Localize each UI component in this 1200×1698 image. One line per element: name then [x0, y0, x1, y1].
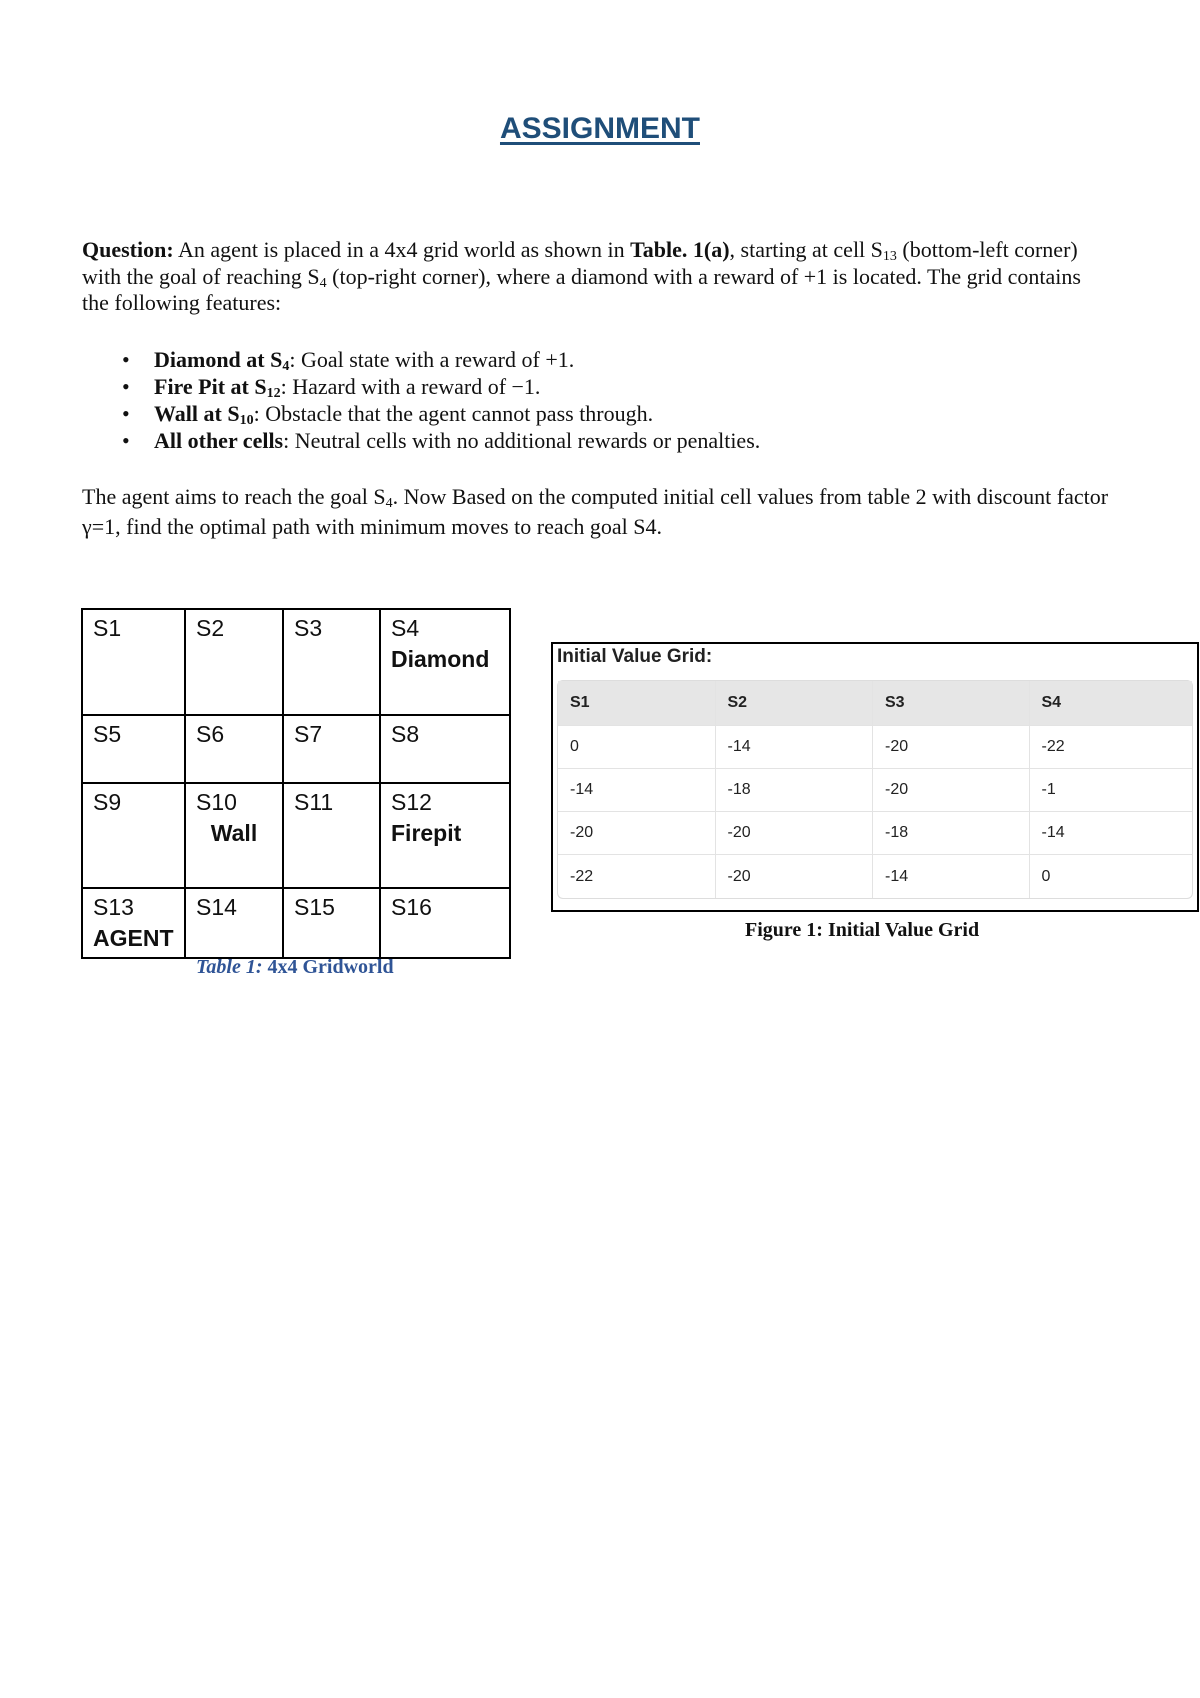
value-table — [557, 680, 1193, 899]
column-header: S4 — [1030, 681, 1193, 726]
cell-id: S10 — [196, 789, 237, 815]
value-cell: 0 — [1041, 867, 1051, 885]
value-cell: -22 — [558, 855, 716, 898]
feature-item — [82, 373, 1112, 400]
cell-id: S4 — [391, 615, 420, 641]
question-paragraph — [82, 237, 1112, 317]
cell-id: S6 — [196, 721, 225, 747]
grid-cell-s4 — [380, 609, 510, 715]
value-cell: -18 — [873, 812, 1030, 855]
grid-cell-s11 — [283, 783, 380, 888]
table-row — [558, 855, 1192, 898]
value-cell: -18 — [716, 769, 874, 812]
title-text: ASSIGNMENT — [499, 112, 700, 145]
figure-title: Initial Value Grid: — [557, 646, 713, 667]
feature-desc: : Obstacle that the agent cannot pass through. — [253, 401, 654, 426]
cell-id: S3 — [294, 615, 323, 641]
gridworld-table — [81, 608, 511, 959]
question-text-4: (top-right corner), where a diamond with a reward of +1 is located. The grid contains the following features: — [82, 263, 1081, 315]
aim-text-2: . Now Based on the computed initial cell values from table 2 with discount factor γ=1, find the optimal path with minimum moves to reach goal S4. — [82, 484, 1109, 539]
feature-desc: : Goal state with a reward of +1. — [289, 347, 575, 372]
table-caption-text: 4x4 Gridworld — [267, 956, 394, 978]
question-text-3: (bottom-left corner) with the goal of reaching S — [82, 237, 1078, 289]
grid-cell-s1 — [82, 609, 185, 715]
value-cell: -20 — [716, 812, 874, 855]
grid-cell-s2 — [185, 609, 283, 715]
question-label: Question: — [82, 237, 174, 262]
value-cell: -14 — [873, 855, 1030, 898]
table-row — [558, 812, 1192, 855]
question-text-2: , starting at cell S — [729, 237, 883, 262]
value-cell: -14 — [716, 726, 874, 769]
grid-cell-s15 — [283, 888, 380, 958]
cell-id: S13 — [93, 894, 134, 920]
diamond-label: Diamond — [391, 646, 490, 672]
cell-id: S15 — [294, 894, 335, 920]
agent-label: AGENT — [93, 925, 174, 951]
cell-id: S2 — [196, 615, 225, 641]
feature-name: Wall at S — [154, 401, 240, 426]
value-table-header — [558, 681, 1192, 726]
value-cell: -1 — [1030, 769, 1193, 812]
value-cell: -20 — [873, 769, 1030, 812]
feature-subscript: 12 — [266, 386, 281, 401]
grid-cell-s6 — [185, 715, 283, 783]
table-row — [558, 726, 1192, 769]
feature-name: Fire Pit at S — [154, 374, 267, 399]
feature-item — [82, 400, 1112, 427]
feature-desc: : Hazard with a reward of −1. — [280, 374, 541, 399]
value-cell: -14 — [1030, 812, 1193, 855]
grid-cell-s5 — [82, 715, 185, 783]
feature-name: All other cells — [154, 428, 284, 453]
question-text-1: An agent is placed in a 4x4 grid world as shown in — [177, 237, 625, 262]
cell-id: S11 — [294, 789, 334, 815]
feature-subscript: 10 — [239, 413, 254, 428]
feature-name: Diamond at S — [154, 347, 283, 372]
grid-cell-s14 — [185, 888, 283, 958]
firepit-label: Firepit — [391, 820, 462, 846]
value-cell: -20 — [558, 812, 716, 855]
cell-id: S14 — [196, 894, 237, 920]
wall-label: Wall — [210, 820, 258, 846]
table-caption — [196, 956, 394, 979]
column-header: S1 — [558, 681, 716, 726]
aim-text-1: The agent aims to reach the goal S — [82, 484, 386, 509]
cell-id: S1 — [93, 615, 122, 641]
feature-list — [82, 346, 1112, 454]
grid-cell-s3 — [283, 609, 380, 715]
aim-paragraph — [82, 482, 1112, 542]
feature-subscript: 4 — [282, 359, 290, 374]
cell-id: S12 — [391, 789, 432, 815]
feature-desc: : Neutral cells with no additional rewards or penalties. — [283, 428, 761, 453]
column-header: S3 — [873, 681, 1030, 726]
cell-id: S16 — [391, 894, 432, 920]
grid-cell-s16 — [380, 888, 510, 958]
value-cell: -20 — [716, 855, 874, 898]
value-cell: 0 — [558, 726, 716, 769]
goal-cell-subscript: 4 — [319, 275, 327, 291]
cell-id: S9 — [93, 789, 122, 815]
table-reference: Table. 1(a) — [630, 237, 730, 262]
grid-cell-s9 — [82, 783, 185, 888]
start-cell-subscript: 13 — [882, 249, 897, 264]
feature-item — [82, 427, 1112, 454]
grid-cell-s10 — [185, 783, 283, 888]
aim-subscript: 4 — [385, 496, 393, 511]
table-caption-prefix: Table 1: — [196, 956, 263, 978]
page-title — [0, 112, 1200, 146]
feature-item — [82, 346, 1112, 373]
column-header: S2 — [716, 681, 874, 726]
value-cell: -20 — [873, 726, 1030, 769]
figure-caption: Figure 1: Initial Value Grid — [745, 919, 980, 941]
value-cell: -22 — [1030, 726, 1193, 769]
initial-value-grid-figure — [551, 642, 1199, 912]
grid-cell-s8 — [380, 715, 510, 783]
cell-id: S5 — [93, 721, 122, 747]
grid-cell-s12 — [380, 783, 510, 888]
table-row — [558, 769, 1192, 812]
grid-cell-s7 — [283, 715, 380, 783]
grid-cell-s13 — [82, 888, 185, 958]
cell-id: S7 — [294, 721, 323, 747]
cell-id: S8 — [391, 721, 420, 747]
value-cell: -14 — [558, 769, 716, 812]
